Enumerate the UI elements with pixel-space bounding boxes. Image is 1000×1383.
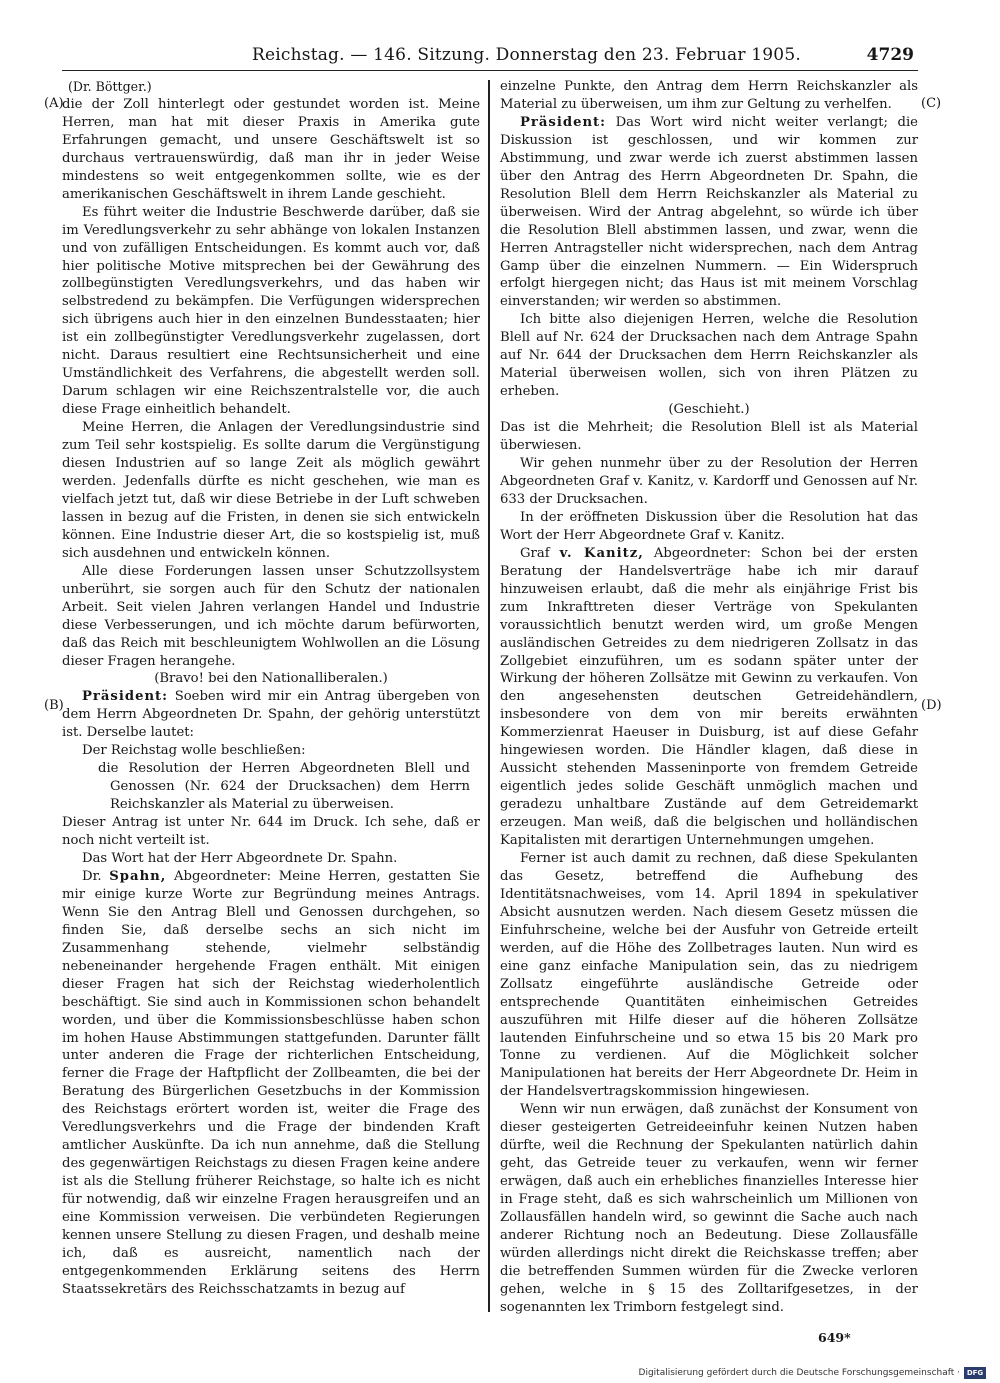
- margin-mark-c: (C): [921, 96, 942, 111]
- speech-text: Abgeordneter: Schon bei der ersten Beratung der Handelsverträge habe ich mir darauf hinzuweisen erlaubt, daß die mehr als einjährige Frist bis zum Inkrafttreten dieser Verträge von Spekulanten voraussichtlich benutzt werden wird, um große Mengen ausländischen Getreides zu dem niedrigeren Zollsatz in das Zollgebiet einzuführen, um es sodann später unter der Wirkung der höheren Zollsätze mit Gewinn zu verkaufen. Von den angesehensten deutschen Getreidehändlern, insbesondere von dem von mir bereits erwähnten Kommerzienrat Haeuser in Duisburg, ist auf diese Gefahr hingewiesen worden. Die Händler klagen, daß diese in Aussicht stehenden Masseninporte von fremdem Getreide eigentlich jedes solide Geschäft unmöglich machen und geradezu unhaltbare Zustände auf dem Getreidemarkt erzeugen. Man weiß, daß die belgischen und holländischen Kapitalisten mit derartigen Unternehmungen umgehen.: [500, 545, 918, 849]
- dfg-logo-icon: DFG: [964, 1367, 986, 1379]
- paragraph: Ferner ist auch damit zu rechnen, daß diese Spekulanten das Gesetz, betreffend die Aufhebung des Identitätsnachweises, vom 14. April 1894 in spekulativer Absicht ausnutzen werden. Nach diesem Gesetz müssen die Einfuhrscheine, welche bei der Ausfuhr von Getreide erteilt werden, auf die Höhe des Zollbetrages lauten. Nun wird es eine ganz einfache Manipulation sein, das zu niedrigem Zollsatz eingeführte ausländische Getreide oder entsprechende Quantitäten einheimischen Getreides auszuführen mit Hilfe dieser auf die höheren Zollsätze lautenden Einfuhrscheine und so etwa 15 bis 20 Mark pro Tonne zu verdienen. Auf die Möglichkeit solcher Manipulationen hat bereits der Herr Abgeordnete Dr. Heim in der Handelsvertragskommission hingewiesen.: [500, 850, 918, 1100]
- speaker-name: Präsident:: [520, 114, 607, 130]
- stage-note: (Geschieht.): [668, 402, 750, 418]
- speech-text: Abgeordneter: Meine Herren, gestatten Sie mir einige kurze Worte zur Begründung meines Antrags. Wenn Sie den Antrag Blell und Genossen durchgehen, so finden Sie, daß derselbe sechs an sich nicht im Zusammenhang stehende, vielmehr selbständig nebeneinander hergehende Fragen enthält. Mit einigen dieser Fragen hat sich der Reichstag wiederholentlich beschäftigt. Sie sind auch in Kommissionen schon behandelt worden, und über die Kommissionsbeschlüsse haben schon im hohen Hause Abstimmungen stattgefunden. Darunter fällt unter anderen die Frage der richterlichen Entscheidung, ferner die Frage der Haftpflicht der Zollbeamten, die bei der Beratung des Bürgerlichen Gesetzbuchs in der Kommission des Reichstags erörtert worden ist, weiter die Frage des Veredlungsverkehrs und die Frage der bindenden Kraft amtlicher Auskünfte. Da ich nun annehme, daß die Stellung des gegenwärtigen Reichstags zu diesen Fragen keine andere ist als die Stellung früherer Reichstage, so halte ich es nicht für notwendig, daß wir einzelne Fragen herausgreifen und an eine Kommission verweisen. Die verbündeten Regierungen kennen unsere Stellung zu diesen Fragen, und deshalb meine ich, daß es ausreicht, namentlich nach der entgegenkommenden Erklärung seitens des Herrn Staatssekretärs des Reichsschatzamts in bezug auf: [62, 868, 480, 1297]
- column-divider: [488, 80, 490, 1312]
- speaker-prefix: Graf: [520, 545, 550, 561]
- paragraph: Wenn wir nun erwägen, daß zunächst der Konsument von dieser gesteigerten Getreideeinfuhr keinen Nutzen haben dürfte, weil die Rechnung der Spekulanten natürlich dahin geht, das Getreide teuer zu verkaufen, wenn wir ferner erwägen, daß auch ein erhebliches finanzielles Interesse hier in Frage steht, daß es sich wahrscheinlich um Millionen von Zollausfällen handeln wird, so gewinnt die Sache auch nach anderer Richtung noch an Bedeutung. Diese Zollausfälle würden allerdings nicht direkt die Reichskasse treffen; aber die betreffenden Summen würden für die Zwecke verloren gehen, welche in § 15 des Zolltarifgesetzes, in der sogenannten lex Trimborn festgelegt sind.: [500, 1102, 918, 1315]
- speech-paragraph: [500, 545, 918, 850]
- paragraph: Dieser Antrag ist unter Nr. 644 im Druck. Ich sehe, daß er noch nicht verteilt ist.: [62, 815, 480, 849]
- paragraph: Meine Herren, die Anlagen der Veredlungsindustrie sind zum Teil sehr kostspielig. Es sollte darum die Vergünstigung diesen Industrien auf so lange Zeit als möglich gewährt werden. Jedenfalls dürfte es nicht geschehen, wie man es vielfach jetzt tut, daß wir diese Betriebe in der Luft schweben lassen in bezug auf die Fristen, in denen sie sich entwickeln können. Eine Industrie dieser Art, die so kostspielig ist, muß sich ausdehnen und entwickeln können.: [62, 420, 480, 561]
- page-number: 4729: [866, 45, 914, 65]
- speech-paragraph: [62, 688, 480, 742]
- paragraph: einzelne Punkte, den Antrag dem Herrn Reichskanzler als Material zu überweisen, um ihm zur Geltung zu verhelfen.: [500, 79, 918, 112]
- left-column: [62, 78, 480, 1299]
- speech-text: Das Wort wird nicht weiter verlangt; die Diskussion ist geschlossen, und wir kommen zur Abstimmung, und zwar werde ich zuerst abstimmen lassen über den Antrag des Herrn Abgeordneten Dr. Spahn, die Resolution Blell dem Herrn Reichskanzler als Material zu überweisen. Wird der Antrag abgelehnt, so würde ich über die Resolution Blell abstimmen lassen, und zwar, wenn die Herren Antragsteller nicht widersprechen, nach dem Antrag Gamp über die einzelnen Nummern. — Ein Widerspruch erfolgt hiergegen nicht; das Haus ist mit meinem Vorschlag einverstanden; wir werden so abstimmen.: [500, 114, 918, 310]
- speech-text: Soeben wird mir ein Antrag übergeben von dem Herrn Abgeordneten Dr. Spahn, der gehörig unterstützt ist. Derselbe lautet:: [62, 689, 480, 741]
- paragraph: die der Zoll hinterlegt oder gestundet worden ist. Meine Herren, man hat mit dieser Praxis in Amerika gute Erfahrungen gemacht, und unsere Geschäftswelt ist so durchaus vertrauenswürdig, daß man ihr in jeder Weise mindestens so weit entgegenkommen sollte, wie es der amerikanischen Geschäftswelt in ihrem Lande geschieht.: [62, 96, 480, 202]
- motion-text: die Resolution der Herren Abgeordneten Blell und Genossen (Nr. 624 der Drucksachen) dem Herrn Reichskanzler als Material zu überweisen.: [98, 761, 470, 813]
- page-header: [62, 40, 918, 71]
- paragraph: In der eröffneten Diskussion über die Resolution hat das Wort der Herr Abgeordnete Graf v. Kanitz.: [500, 509, 918, 543]
- speaker-name: Spahn,: [109, 868, 167, 884]
- paragraph: Wir gehen nunmehr über zu der Resolution der Herren Abgeordneten Graf v. Kanitz, v. Kardorff und Genossen auf Nr. 633 der Drucksachen.: [500, 456, 918, 507]
- margin-mark-a: (A): [44, 96, 64, 111]
- right-column: [500, 78, 918, 1317]
- paragraph: Ich bitte also diejenigen Herren, welche die Resolution Blell auf Nr. 624 der Drucksachen nach dem Antrage Spahn auf Nr. 644 der Drucksachen dem Herrn Reichskanzler als Material überweisen wollen, sich von ihren Plätzen zu erheben.: [500, 312, 918, 400]
- paragraph: Das ist die Mehrheit; die Resolution Blell ist als Material überwiesen.: [500, 420, 918, 454]
- speech-paragraph: [500, 114, 918, 311]
- paragraph: Das Wort hat der Herr Abgeordnete Dr. Spahn.: [82, 850, 398, 866]
- author-ref: (Dr. Böttger.): [68, 79, 152, 94]
- sheet-signature: 649*: [818, 1330, 851, 1345]
- speaker-name: Präsident:: [82, 689, 169, 705]
- speaker-prefix: Dr.: [82, 868, 102, 884]
- motion-heading: Der Reichstag wolle beschließen:: [82, 743, 306, 759]
- speech-paragraph: [62, 868, 480, 1299]
- paragraph: Es führt weiter die Industrie Beschwerde darüber, daß sie im Veredlungsverkehr zu sehr abhänge von lokalen Instanzen und von zufälligen Entscheidungen. Es kommt auch vor, daß hier politische Motive mitsprechen bei der Gewährung des zollbegünstigten Veredlungsverkehrs, und das haben wir selbstredend zu bekämpfen. Die Verfügungen widersprechen sich übrigens auch hier in den einzelnen Bundesstaaten; hier ist ein zollbegünstigter Veredlungsverkehr zugelassen, dort nicht. Daraus resultiert eine Rechtsunsicherheit und eine Umständlichkeit des Verfahrens, die abgestellt werden soll. Darum schlagen wir eine Reichszentralstelle vor, die auch diese Frage einheitlich behandelt.: [62, 204, 480, 418]
- header-title: Reichstag. — 146. Sitzung. Donnerstag den 23. Februar 1905.: [252, 45, 801, 65]
- footer-text: Digitalisierung gefördert durch die Deutsche Forschungsgemeinschaft ·: [638, 1368, 960, 1378]
- margin-mark-b: (B): [44, 698, 64, 713]
- margin-mark-d: (D): [921, 698, 942, 713]
- paragraph: Alle diese Forderungen lassen unser Schutzzollsystem unberührt, sie sorgen auch für den Schutz der nationalen Arbeit. Seit vielen Jahren verlangen Handel und Industrie diese Verbesserungen, und ich möchte darum befürworten, daß das Reich mit beschleunigtem Wohlwollen an die Lösung dieser Fragen herangehe.: [62, 563, 480, 669]
- speaker-name: v. Kanitz,: [559, 545, 644, 561]
- applause-note: (Bravo! bei den Nationalliberalen.): [154, 671, 388, 687]
- footer: [639, 1366, 986, 1380]
